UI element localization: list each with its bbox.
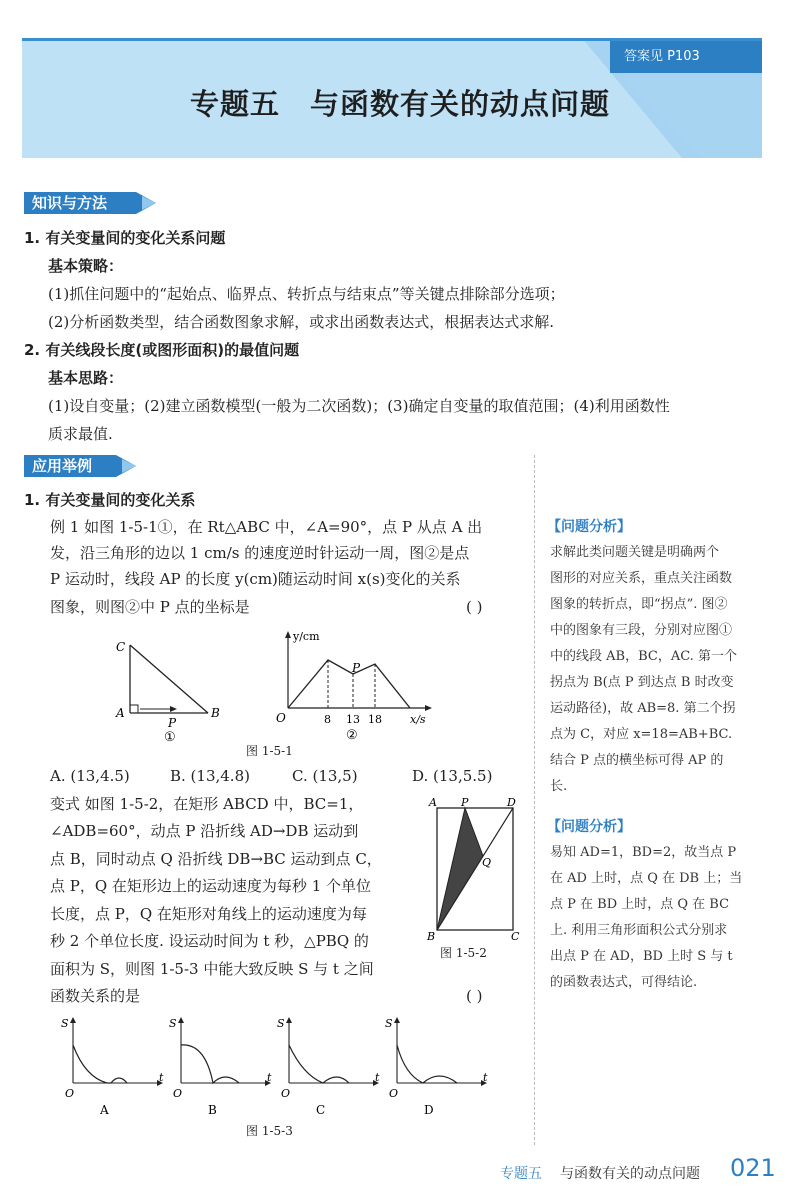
- variant-line8: 函数关系的是: [50, 987, 141, 1005]
- graph-a-s: S: [61, 1017, 69, 1030]
- example1-line1: 例 1 如图 1-5-1①，在 Rt△ABC 中，∠A=90°，点 P 从点 A 出: [50, 518, 483, 536]
- sidebar2-line5: 出点 P 在 AD，BD 上时 S 与 t: [550, 949, 733, 964]
- graph-c: [277, 1017, 380, 1117]
- rect-label-d: D: [507, 796, 516, 809]
- knowledge-item2-line2: 质求最值.: [48, 425, 113, 443]
- graph-origin: O: [276, 711, 286, 725]
- sidebar2-line6: 的函数表达式，可得结论.: [550, 975, 698, 990]
- tri-label-c: C: [116, 640, 126, 654]
- figure-rectangle: [425, 794, 525, 944]
- sidebar1-line8: 点为 C，对应 x=18=AB+BC.: [550, 727, 733, 742]
- sidebar2-line3: 点 P 在 BD 上时，点 Q 在 BC: [550, 897, 730, 912]
- graph-b: [169, 1017, 272, 1117]
- answer-reference: 答案见 P103: [610, 41, 762, 73]
- tick-13: 13: [346, 713, 360, 726]
- footer-chapter: 专题五: [500, 1166, 542, 1182]
- sidebar1-line6: 拐点为 B(点 P 到达点 B 时改变: [550, 675, 734, 690]
- figure1-caption: 图 1-5-1: [246, 744, 293, 758]
- tick-18: 18: [368, 713, 382, 726]
- graph-d: [385, 1017, 488, 1117]
- graph-b-t: t: [267, 1071, 272, 1084]
- sidebar1-line4: 中的图象有三段，分别对应图①: [550, 623, 733, 638]
- tri-label-b: B: [211, 706, 220, 720]
- knowledge-item2-line1: (1)设自变量；(2)建立函数模型(一般为二次函数)；(3)确定自变量的取值范围；(4)利用函数性: [48, 397, 670, 415]
- page-title: 专题五 与函数有关的动点问题: [189, 87, 610, 121]
- option-b: B. (13,4.8): [170, 767, 250, 785]
- example1-line2: 发，沿三角形的边以 1 cm/s 的速度逆时针运动一周，图②是点: [50, 544, 470, 562]
- graph-a-label: A: [100, 1103, 109, 1117]
- variant-line1: 变式 如图 1-5-2，在矩形 ABCD 中，BC=1，: [50, 795, 364, 813]
- sidebar1-line7: 运动路径)，故 AB=8. 第二个拐: [550, 701, 736, 716]
- knowledge-item1-title: 1. 有关变量间的变化关系问题: [24, 229, 226, 247]
- figure-triangle: [110, 635, 230, 745]
- knowledge-item2-sub: 基本思路：: [48, 369, 124, 387]
- sidebar1-line1: 求解此类问题关键是明确两个: [550, 545, 720, 560]
- graph-y-label: y/cm: [293, 630, 320, 643]
- application-item1-title: 1. 有关变量间的变化关系: [24, 491, 196, 509]
- sidebar2-line2: 在 AD 上时，点 Q 在 DB 上；当: [550, 871, 743, 886]
- graph-c-label: C: [316, 1103, 326, 1117]
- option-c: C. (13,5): [292, 767, 358, 785]
- graph-d-label: D: [424, 1103, 434, 1117]
- graph-a: [61, 1017, 164, 1117]
- rect-label-a: A: [429, 796, 437, 809]
- graph-d-o: O: [389, 1087, 399, 1100]
- graph-b-o: O: [173, 1087, 183, 1100]
- knowledge-item2-title: 2. 有关线段长度(或图形面积)的最值问题: [24, 341, 300, 359]
- figure2-caption: 图 1-5-2: [440, 946, 487, 960]
- option-a: A. (13,4.5): [50, 767, 130, 785]
- graph-a-o: O: [65, 1087, 75, 1100]
- sidebar-title-2: 【问题分析】: [547, 819, 631, 835]
- knowledge-item1-line1: (1)抓住问题中的“起始点、临界点、转折点与结束点”等关键点排除部分选项；: [48, 285, 565, 303]
- tick-8: 8: [324, 713, 331, 726]
- graph-peak-label: P: [352, 661, 361, 675]
- tri-label-a: A: [116, 706, 125, 720]
- fig1-sub2: ②: [346, 728, 358, 743]
- sidebar2-line4: 上. 利用三角形面积公式分别求: [550, 923, 728, 938]
- figure3-caption: 图 1-5-3: [246, 1124, 293, 1138]
- knowledge-item1-sub: 基本策略：: [48, 257, 124, 275]
- sidebar2-line1: 易知 AD=1，BD=2，故当点 P: [550, 845, 737, 860]
- rect-label-q: Q: [482, 856, 492, 869]
- rect-label-p: P: [461, 796, 469, 809]
- sidebar-title-1: 【问题分析】: [547, 519, 631, 535]
- variant-line3: 点 B，同时动点 Q 沿折线 DB→BC 运动到点 C，: [50, 850, 382, 868]
- figure-area-graphs: [55, 1015, 495, 1120]
- graph-c-s: S: [277, 1017, 285, 1030]
- variant-line5: 长度，点 P，Q 在矩形对角线上的运动速度为每: [50, 905, 367, 923]
- graph-c-t: t: [375, 1071, 380, 1084]
- figure-distance-graph: [270, 628, 435, 743]
- variant-answer-paren: ( ): [466, 987, 483, 1005]
- column-divider: [534, 455, 535, 1145]
- variant-line4: 点 P，Q 在矩形边上的运动速度为每秒 1 个单位: [50, 877, 372, 895]
- variant-line6: 秒 2 个单位长度. 设运动时间为 t 秒，△PBQ 的: [50, 932, 369, 950]
- example1-line4: 图象，则图②中 P 点的坐标是: [50, 598, 250, 616]
- graph-c-o: O: [281, 1087, 291, 1100]
- sidebar1-line3: 图象的转折点，即“拐点”. 图②: [550, 597, 728, 612]
- rect-label-b: B: [427, 930, 436, 943]
- sidebar1-line10: 长.: [550, 779, 568, 794]
- example1-answer-paren: ( ): [466, 598, 483, 616]
- sidebar1-line2: 图形的对应关系，重点关注函数: [550, 571, 733, 586]
- graph-d-t: t: [483, 1071, 488, 1084]
- option-d: D. (13,5.5): [412, 767, 493, 785]
- rect-label-c: C: [511, 930, 520, 943]
- graph-b-label: B: [208, 1103, 217, 1117]
- sidebar1-line5: 中的线段 AB，BC，AC. 第一个: [550, 649, 737, 664]
- footer-name: 与函数有关的动点问题: [560, 1166, 700, 1182]
- tri-label-p: P: [168, 716, 177, 730]
- graph-x-label: x/s: [410, 713, 426, 726]
- graph-b-s: S: [169, 1017, 177, 1030]
- graph-d-s: S: [385, 1017, 393, 1030]
- example1-line3: P 运动时，线段 AP 的长度 y(cm)随运动时间 x(s)变化的关系: [50, 570, 461, 588]
- sidebar1-line9: 结合 P 点的横坐标可得 AP 的: [550, 753, 724, 768]
- distance-curve: [288, 660, 410, 708]
- graph-a-t: t: [159, 1071, 164, 1084]
- section-tag-knowledge: 知识与方法: [32, 194, 108, 212]
- section-tag-application: 应用举例: [32, 457, 93, 475]
- variant-line7: 面积为 S，则图 1-5-3 中能大致反映 S 与 t 之间: [50, 960, 374, 978]
- variant-line2: ∠ADB=60°，动点 P 沿折线 AD→DB 运动到: [50, 822, 359, 840]
- page-number: 021: [730, 1154, 776, 1182]
- knowledge-item1-line2: (2)分析函数类型，结合函数图象求解，或求出函数表达式，根据表达式求解.: [48, 313, 555, 331]
- fig1-sub1: ①: [164, 730, 176, 745]
